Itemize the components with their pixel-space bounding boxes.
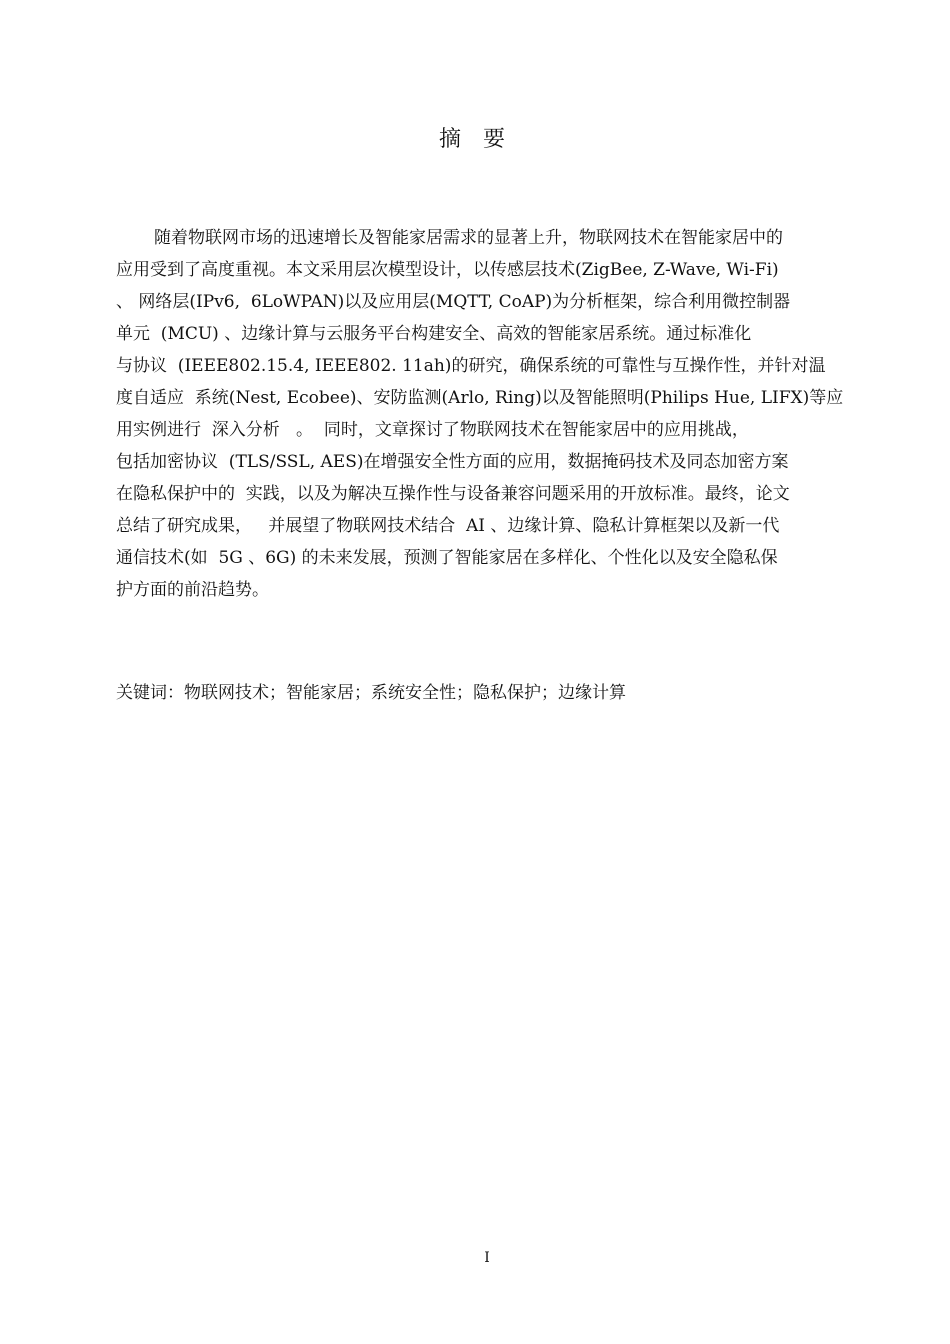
abstract-line: 通信技术(如 5G 、6G) 的未来发展，预测了智能家居在多样化、个性化以及安全隐私保 [116, 548, 778, 568]
abstract-line: 总结了研究成果， 并展望了物联网技术结合 AI 、边缘计算、隐私计算框架以及新一代 [116, 516, 780, 536]
abstract-line: 与协议 (IEEE802.15.4, IEEE802. 11ah)的研究，确保系统的可靠性与互操作性，并针对温 [116, 356, 826, 376]
abstract-line: 在隐私保护中的 实践，以及为解决互操作性与设备兼容问题采用的开放标准。最终，论文 [116, 484, 790, 504]
abstract-line: 随着物联网市场的迅速增长及智能家居需求的显著上升，物联网技术在智能家居中的 [154, 228, 783, 248]
abstract-line: 单元 (MCU) 、边缘计算与云服务平台构建安全、高效的智能家居系统。通过标准化 [116, 324, 752, 344]
abstract-line: 、 网络层(IPv6, 6LoWPAN)以及应用层(MQTT, CoAP)为分析框架，综合利用微控制器 [116, 292, 791, 312]
page-number: I [484, 1250, 490, 1266]
abstract-line: 度自适应 系统(Nest, Ecobee)、安防监测(Arlo, Ring)以及智能照明(Philips Hue, LIFX)等应 [116, 388, 844, 408]
page-title: 摘要 [438, 127, 527, 152]
keywords-line [116, 677, 856, 709]
abstract-line: 应用受到了高度重视。本文采用层次模型设计，以传感层技术(ZigBee, Z-Wave, Wi-Fi) [116, 260, 779, 280]
abstract-body [116, 222, 856, 606]
abstract-line: 包括加密协议 (TLS/SSL, AES)在增强安全性方面的应用，数据掩码技术及同态加密方案 [116, 452, 789, 472]
keywords-label: 关键词： [116, 683, 184, 703]
abstract-line: 用实例进行 深入分析 。 同时，文章探讨了物联网技术在智能家居中的应用挑战， [116, 420, 749, 440]
abstract-line: 护方面的前沿趋势。 [116, 580, 269, 600]
keywords-text: 物联网技术；智能家居；系统安全性；隐私保护；边缘计算 [184, 683, 626, 703]
